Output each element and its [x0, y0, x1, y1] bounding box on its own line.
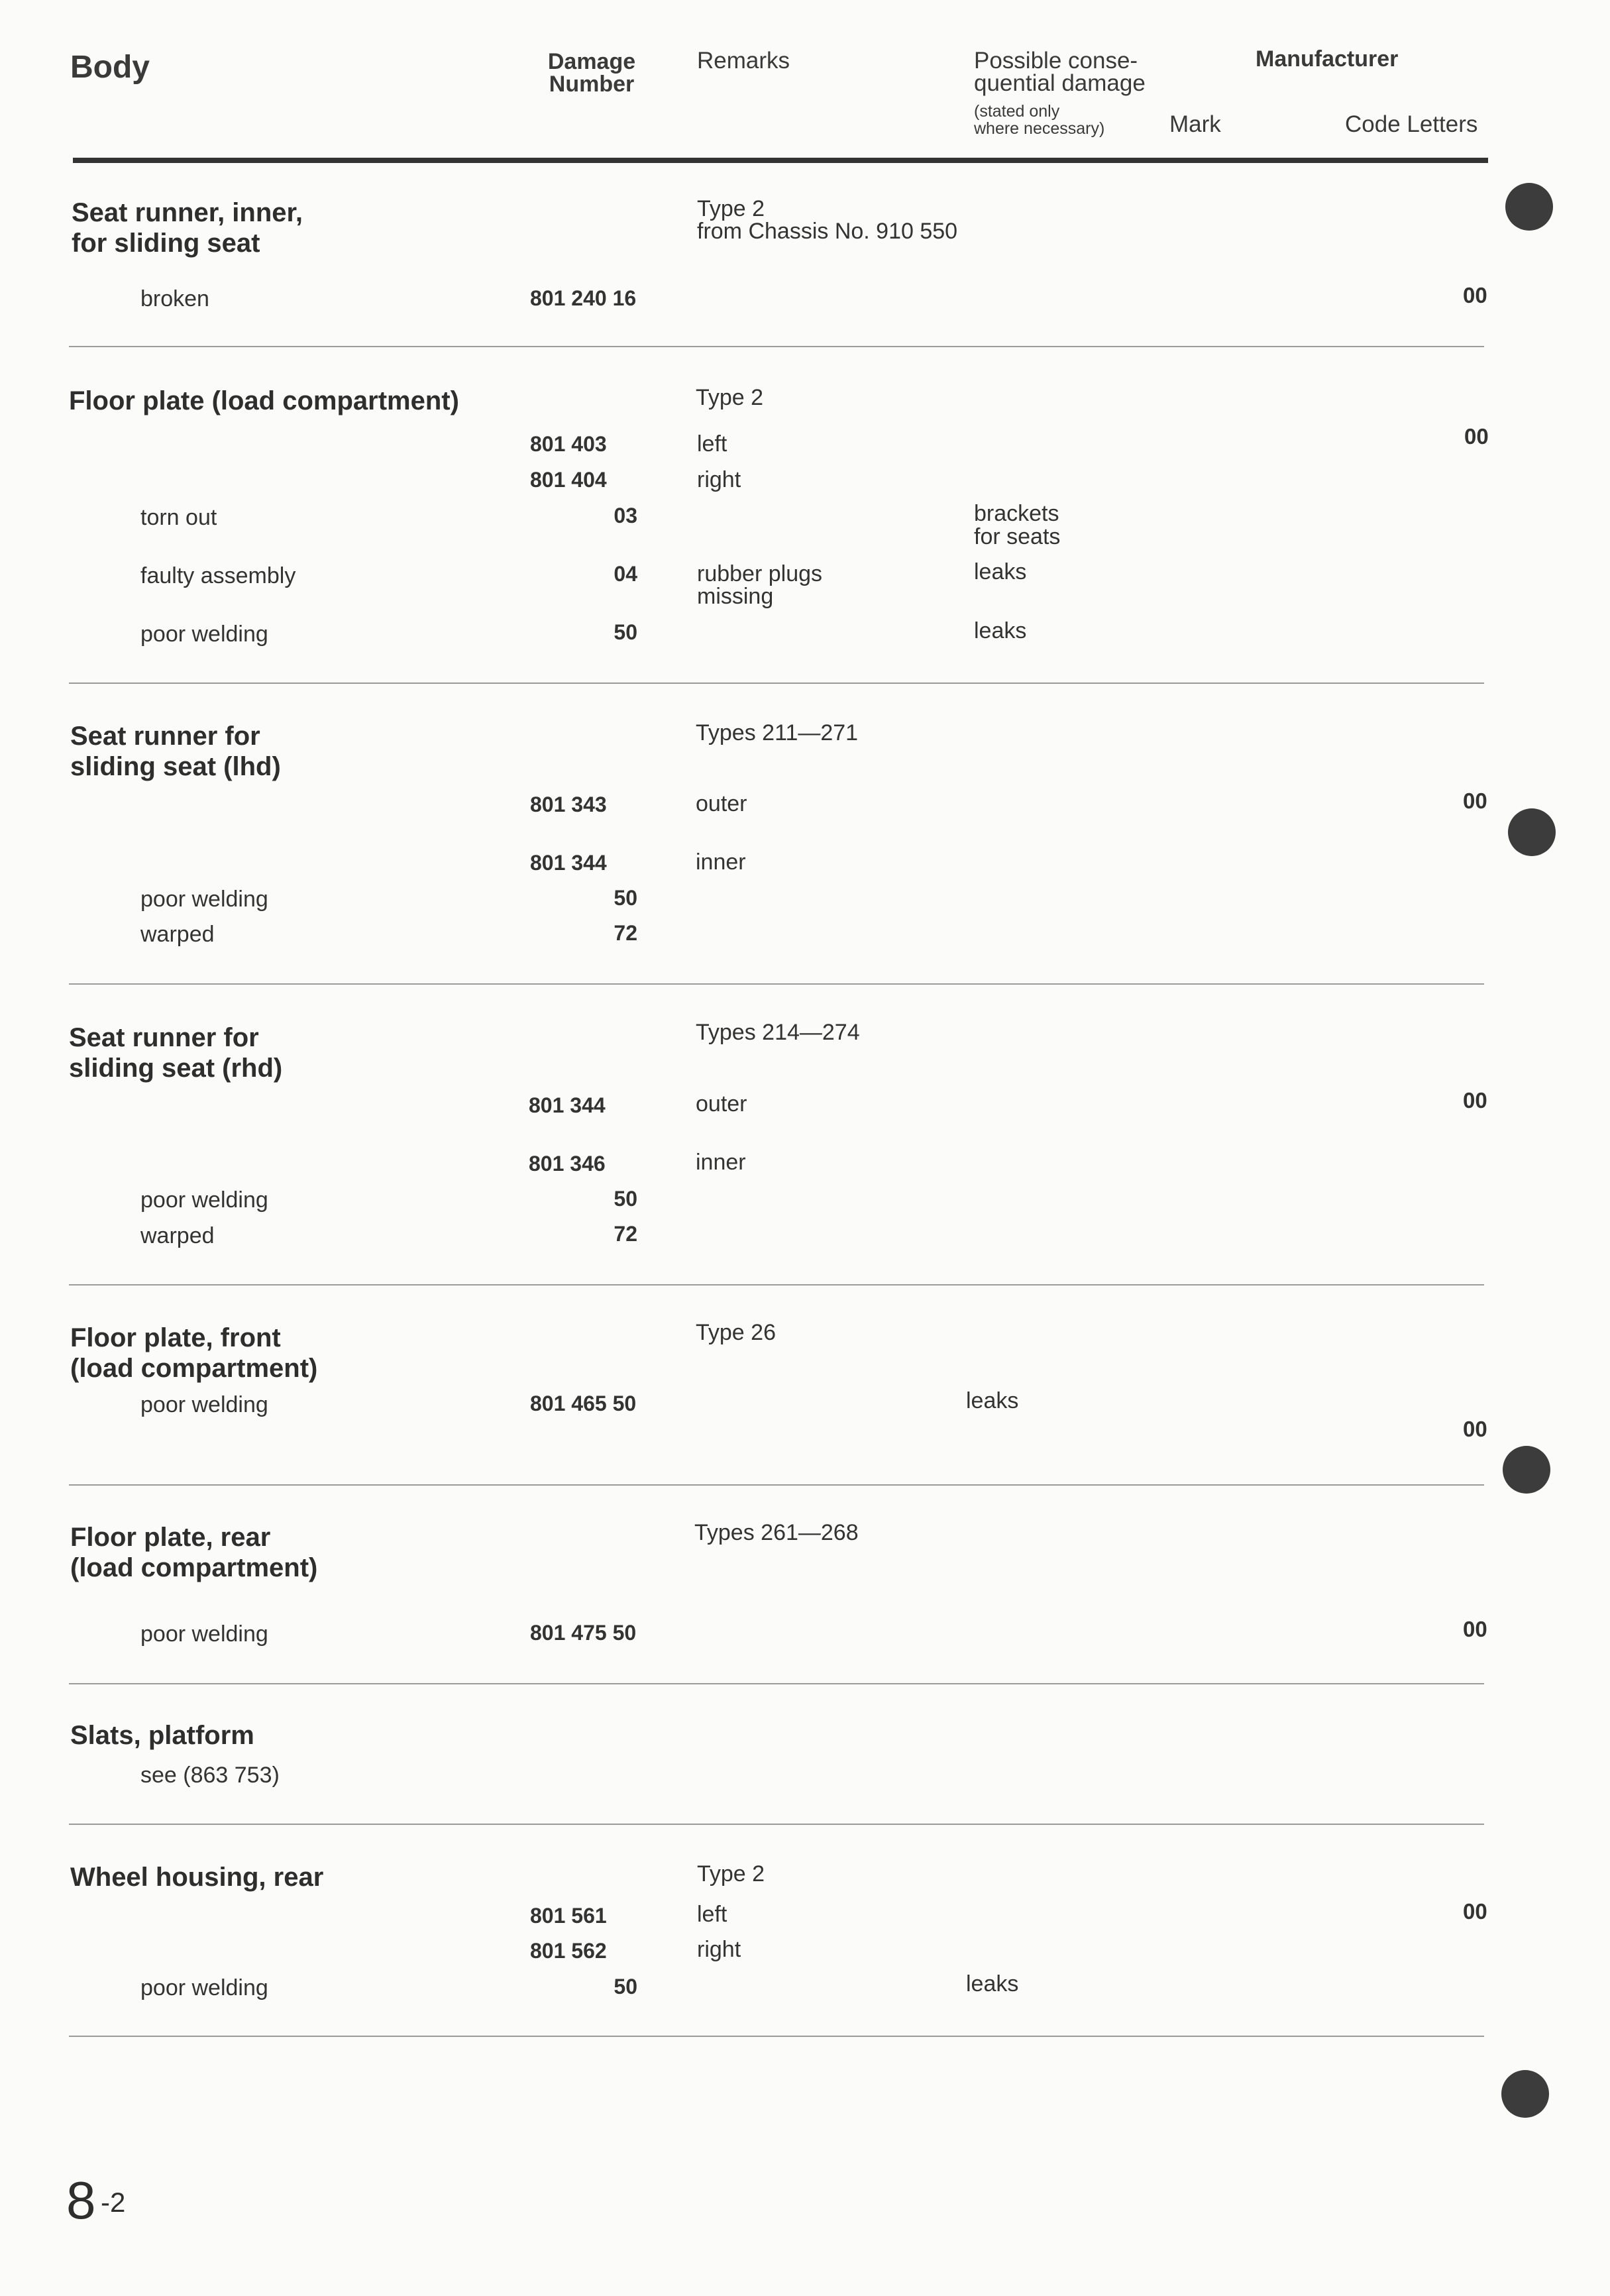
section-title-seat-runner-inner [72, 197, 303, 258]
title-line: Seat runner, inner, [72, 198, 303, 227]
section-title-floor-plate-rear [70, 1522, 317, 1583]
remark: Types 214—274 [696, 1020, 860, 1045]
section-divider [69, 1683, 1484, 1684]
cross-reference: see (863 753) [140, 1763, 280, 1788]
damage-number: 801 344 [530, 851, 607, 875]
damage-number: 801 465 50 [530, 1392, 637, 1415]
title-line: Floor plate, rear [70, 1523, 271, 1552]
title-line: sliding seat (rhd) [69, 1054, 283, 1083]
damage-number: 801 561 [530, 1904, 607, 1928]
consequential-damage: leaks [974, 559, 1027, 584]
remark: left [697, 1902, 727, 1927]
consequential-damage: leaks [974, 618, 1027, 643]
section-divider [69, 2036, 1484, 2037]
remark: Type 2 [697, 196, 765, 221]
damage-number: 72 [614, 1222, 637, 1246]
code-letters: 00 [1464, 424, 1489, 449]
damage-number: 801 403 [530, 432, 607, 456]
code-letters-header: Code Letters [1345, 111, 1478, 137]
consequential-damage: leaks [966, 1971, 1019, 1996]
remark: inner [696, 1150, 746, 1175]
remark: Type 2 [696, 385, 764, 410]
remarks-header: Remarks [697, 48, 790, 74]
punch-hole [1501, 2070, 1549, 2118]
section-divider [69, 983, 1484, 985]
title-line: (load compartment) [70, 1553, 318, 1582]
damage-item: broken [140, 286, 209, 311]
section-title-floor-plate: Floor plate (load compartment) [69, 386, 459, 415]
damage-number: 801 475 50 [530, 1621, 637, 1645]
damage-item: faulty assembly [140, 563, 296, 588]
punch-hole [1508, 808, 1556, 856]
remark: outer [696, 791, 747, 816]
page-number: 8 [66, 2171, 96, 2230]
remark: Type 2 [697, 1861, 765, 1886]
title-line: (load compartment) [70, 1354, 318, 1383]
code-letters: 00 [1463, 1617, 1487, 1641]
code-letters: 00 [1463, 789, 1487, 813]
damage-item: warped [140, 922, 215, 947]
header-rule [73, 158, 1488, 163]
code-letters: 00 [1463, 283, 1487, 307]
title-line: Floor plate, front [70, 1323, 281, 1352]
code-letters: 00 [1463, 1088, 1487, 1113]
title-line: Seat runner for [70, 722, 260, 751]
section-divider [69, 346, 1484, 347]
damage-number: 801 562 [530, 1939, 607, 1963]
damage-number: 72 [614, 921, 637, 945]
damage-item: poor welding [140, 1975, 268, 2000]
page-number-sub: -2 [101, 2187, 126, 2218]
damage-item: poor welding [140, 887, 268, 912]
title-line: sliding seat (lhd) [70, 752, 281, 781]
remark: rubber plugs [697, 561, 823, 586]
damage-item: warped [140, 1223, 215, 1248]
title-line: Seat runner for [69, 1023, 259, 1052]
remark: outer [696, 1091, 747, 1117]
damage-item: poor welding [140, 1187, 268, 1213]
section-title-seat-runner-rhd [69, 1022, 282, 1083]
remark: inner [696, 849, 746, 875]
damage-number: 50 [614, 1975, 637, 1998]
remark: left [697, 431, 727, 457]
damage-number: 801 240 16 [530, 286, 637, 310]
code-letters: 00 [1463, 1417, 1487, 1441]
possible-damage-header-line1: Possible conse- [974, 48, 1138, 74]
damage-item: torn out [140, 505, 217, 530]
remark: from Chassis No. 910 550 [697, 219, 958, 244]
punch-hole [1503, 1446, 1550, 1494]
damage-number: 04 [614, 562, 637, 586]
damage-header-line1: Damage [547, 49, 636, 74]
section-title-seat-runner-lhd [70, 721, 281, 782]
damage-item: poor welding [140, 622, 268, 647]
remark: Types 261—268 [694, 1520, 859, 1545]
damage-number: 50 [614, 1187, 637, 1211]
remark: Type 26 [696, 1320, 776, 1345]
punch-hole [1505, 183, 1553, 231]
consequential-damage: brackets [974, 501, 1059, 526]
section-title-slats-platform: Slats, platform [70, 1721, 254, 1750]
section-title-wheel-housing-rear: Wheel housing, rear [70, 1863, 324, 1892]
damage-number: 50 [614, 620, 637, 644]
damage-item: poor welding [140, 1621, 268, 1647]
consequential-damage: leaks [966, 1388, 1019, 1413]
title-line: for sliding seat [72, 229, 260, 258]
damage-number-header [530, 50, 653, 95]
mark-header: Mark [1169, 111, 1221, 137]
manufacturer-header: Manufacturer [1256, 46, 1399, 72]
damage-item: poor welding [140, 1392, 268, 1417]
damage-number: 801 344 [529, 1093, 606, 1117]
damage-number: 801 404 [530, 468, 607, 492]
damage-number: 801 343 [530, 793, 607, 816]
remark: missing [697, 584, 774, 609]
section-title-floor-plate-front [70, 1323, 317, 1384]
page-title: Body [70, 50, 150, 85]
stated-note-line2: where necessary) [974, 119, 1105, 138]
damage-header-line2: Number [549, 72, 635, 97]
section-divider [69, 1284, 1484, 1285]
remark: right [697, 467, 741, 492]
damage-number: 03 [614, 504, 637, 527]
remark: right [697, 1937, 741, 1962]
possible-damage-header-line2: quential damage [974, 70, 1146, 96]
section-divider [69, 683, 1484, 684]
code-letters: 00 [1463, 1899, 1487, 1924]
damage-number: 50 [614, 886, 637, 910]
remark: Types 211—271 [696, 720, 859, 745]
section-divider [69, 1484, 1484, 1486]
section-divider [69, 1824, 1484, 1825]
consequential-damage: for seats [974, 524, 1061, 549]
damage-number: 801 346 [529, 1152, 606, 1175]
stated-note-line1: (stated only [974, 102, 1060, 121]
